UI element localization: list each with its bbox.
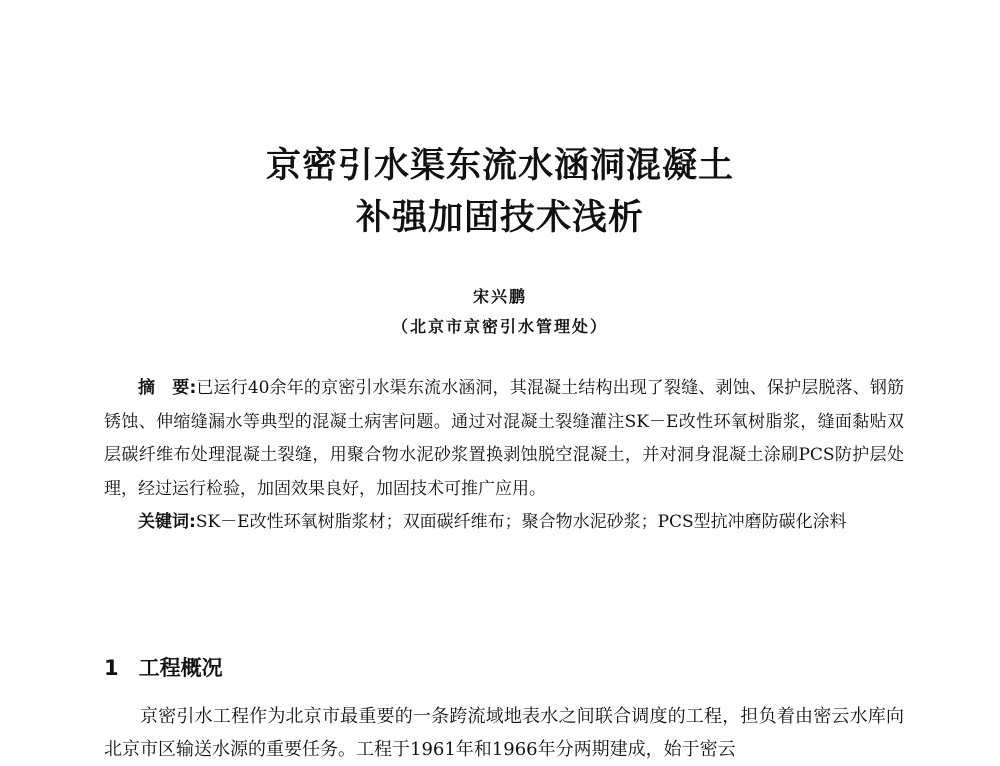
- paper-title-line-1: 京密引水渠东流水涵洞混凝土: [265, 146, 734, 186]
- abstract-block: [104, 372, 904, 540]
- abstract-label: 摘 要:: [138, 378, 197, 398]
- keywords-text: SK－E改性环氧树脂浆材；双面碳纤维布；聚合物水泥砂浆；PCS型抗冲磨防碳化涂料: [195, 512, 847, 532]
- author-affiliation: （北京市京密引水管理处）: [391, 317, 608, 336]
- author-name: 宋兴鹏: [472, 287, 527, 306]
- body-paragraph: 京密引水工程作为北京市最重要的一条跨流域地表水之间联合调度的工程，担负着由密云水库向北京市区输送水源的重要任务。工程于1961年和1966年分两期建成，始于密云: [104, 706, 904, 760]
- keywords-label: 关键词:: [138, 512, 196, 532]
- keywords-paragraph: [104, 506, 904, 540]
- section-heading: [104, 652, 223, 682]
- abstract-text: 已运行40余年的京密引水渠东流水涵洞，其混凝土结构出现了裂缝、剥蚀、保护层脱落、钢筋锈蚀、伸缩缝漏水等典型的混凝土病害问题。通过对混凝土裂缝灌注SK－E改性环氧树脂浆，缝面黏贴双层碳纤维布处理混凝土裂缝，用聚合物水泥砂浆置换剥蚀脱空混凝土，并对洞身混凝土涂刷PCS防护层处理，经过运行检验，加固效果良好，加固技术可推广应用。: [104, 378, 904, 499]
- abstract-paragraph: [104, 372, 904, 506]
- paper-title-line-2: 补强加固技术浅析: [355, 198, 644, 238]
- section-number: 1: [104, 656, 119, 680]
- body-text: [104, 700, 904, 766]
- section-title: 工程概况: [138, 656, 223, 680]
